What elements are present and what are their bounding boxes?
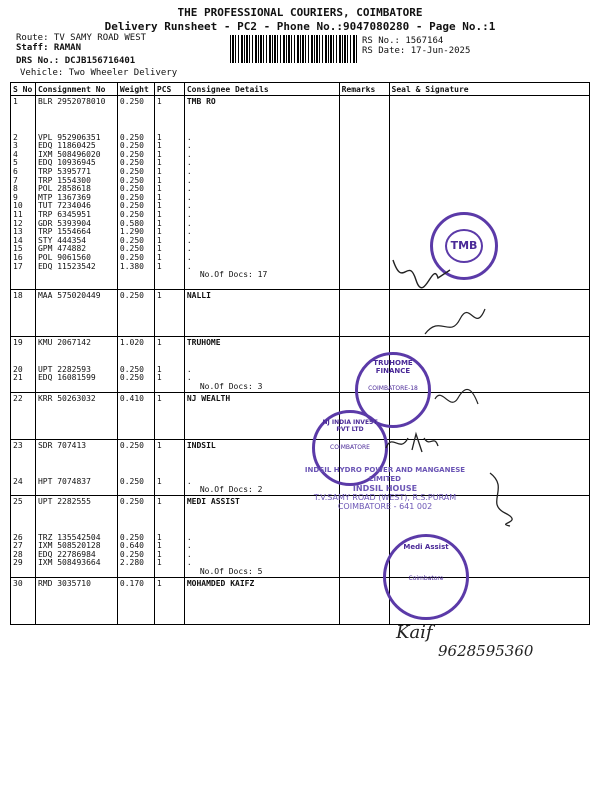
table-row (11, 168, 590, 177)
table-row (11, 559, 590, 568)
doc-count-row (11, 383, 590, 392)
cell-wt: 0.250 (117, 159, 154, 168)
signature-3 (430, 384, 490, 414)
table-row (11, 237, 590, 246)
cell-pcs: 1 (154, 237, 184, 246)
table-row (11, 289, 590, 300)
signature-1 (388, 250, 458, 290)
cell-cno: GDR 5393904 (35, 220, 117, 229)
cell-consignee: . (184, 374, 339, 383)
cell-wt: 0.250 (117, 194, 154, 203)
cell-wt: 1.380 (117, 263, 154, 272)
signature-2 (420, 304, 490, 344)
cell-pcs: 1 (154, 194, 184, 203)
cell-pcs: 1 (154, 211, 184, 220)
cell-g5: No.Of Docs: 2 (184, 486, 339, 495)
cell-sno: 24 (11, 478, 36, 487)
table-row (11, 211, 590, 220)
cell-cno: IXM 508520128 (35, 542, 117, 551)
cell-g6: No.Of Docs: 5 (184, 568, 339, 577)
cell-sno: 5 (11, 159, 36, 168)
kaif-phone: 9628595360 (438, 642, 534, 660)
cell-wt: 0.250 (117, 551, 154, 560)
cell-sno: 2 (11, 134, 36, 143)
cell-consignee: NALLI (184, 289, 339, 300)
cell-sno: 7 (11, 177, 36, 186)
cell-cno: TRP 1554664 (35, 228, 117, 237)
cell-g3: No.Of Docs: 3 (184, 383, 339, 392)
table-row (11, 185, 590, 194)
cell-sno: 4 (11, 151, 36, 160)
cell-cno: STY 444354 (35, 237, 117, 246)
cell-sno: 8 (11, 185, 36, 194)
cell-sno: 10 (11, 202, 36, 211)
cell-cno: TRP 5395771 (35, 168, 117, 177)
indsil-seal-stamp: INDSIL HYDRO POWER AND MANGANESE LIMITED INDSIL HOUSE T.V.SAMY ROAD (WEST), R.S.PURAM COIMBATORE - 641 002 (304, 466, 466, 511)
col-consignment: Consignment No (35, 83, 117, 96)
cell-sno: 3 (11, 142, 36, 151)
cell-sno: 22 (11, 392, 36, 403)
cell-wt: 1.290 (117, 228, 154, 237)
barcode (230, 35, 358, 63)
cell-wt: 1.020 (117, 337, 154, 348)
cell-sno: 28 (11, 551, 36, 560)
cell-sno: 1 (11, 96, 36, 107)
cell-sno: 15 (11, 245, 36, 254)
cell-wt: 2.280 (117, 559, 154, 568)
cell-consignee: . (184, 237, 339, 246)
cell-consignee: . (184, 202, 339, 211)
cell-consignee: TRUHOME (184, 337, 339, 348)
cell-sno: 25 (11, 496, 36, 507)
doc-count-row (11, 568, 590, 577)
cell-wt: 0.250 (117, 177, 154, 186)
cell-pcs: 1 (154, 254, 184, 263)
rs-number: RS No.: 1567164 (362, 36, 444, 46)
medi-assist-seal-stamp: Medi Assist Coimbatore (383, 534, 469, 620)
cell-consignee: . (184, 551, 339, 560)
cell-wt: 0.250 (117, 202, 154, 211)
table-row (11, 134, 590, 143)
table-row (11, 96, 590, 107)
cell-cno: EDQ 22786984 (35, 551, 117, 560)
cell-sno: 6 (11, 168, 36, 177)
cell-cno: MTP 1367369 (35, 194, 117, 203)
staff: Staff: RAMAN (16, 43, 82, 53)
cell-consignee: . (184, 559, 339, 568)
table-row (11, 337, 590, 348)
cell-cno: TUT 7234046 (35, 202, 117, 211)
cell-pcs: 1 (154, 559, 184, 568)
cell-consignee: MOHAMDED KAIFZ (184, 577, 339, 588)
cell-pcs: 1 (154, 228, 184, 237)
cell-cno: VPL 952906351 (35, 134, 117, 143)
kaif-signature: Kaif (396, 622, 433, 643)
cell-cno: POL 2858618 (35, 185, 117, 194)
cell-pcs: 1 (154, 177, 184, 186)
cell-wt: 0.250 (117, 478, 154, 487)
cell-cno: KMU 2067142 (35, 337, 117, 348)
cell-consignee: . (184, 185, 339, 194)
cell-consignee: . (184, 177, 339, 186)
cell-wt: 0.250 (117, 185, 154, 194)
cell-pcs: 1 (154, 202, 184, 211)
cell-pcs: 1 (154, 263, 184, 272)
col-seal: Seal & Signature (389, 83, 589, 96)
cell-pcs: 1 (154, 289, 184, 300)
cell-consignee: . (184, 151, 339, 160)
signature-4 (382, 428, 442, 458)
cell-wt: 0.250 (117, 496, 154, 507)
cell-cno: SDR 707413 (35, 440, 117, 451)
cell-sno: 20 (11, 366, 36, 375)
cell-pcs: 1 (154, 96, 184, 107)
cell-sno: 16 (11, 254, 36, 263)
cell-cno: IXM 508496020 (35, 151, 117, 160)
cell-consignee: . (184, 211, 339, 220)
cell-wt: 0.640 (117, 542, 154, 551)
tmb-seal-stamp: TMB (430, 212, 498, 280)
cell-wt: 0.170 (117, 577, 154, 588)
cell-consignee: NJ WEALTH (184, 392, 339, 403)
cell-wt: 0.250 (117, 254, 154, 263)
cell-cno: BLR 2952078010 (35, 96, 117, 107)
route: Route: TV SAMY ROAD WEST (16, 33, 147, 43)
cell-sno: 27 (11, 542, 36, 551)
cell-sno: 14 (11, 237, 36, 246)
cell-wt: 0.250 (117, 374, 154, 383)
cell-consignee: . (184, 134, 339, 143)
cell-pcs: 1 (154, 534, 184, 543)
cell-cno: POL 9061560 (35, 254, 117, 263)
table-row (11, 177, 590, 186)
cell-pcs: 1 (154, 142, 184, 151)
col-consignee: Consignee Details (184, 83, 339, 96)
table-row (11, 374, 590, 383)
cell-pcs: 1 (154, 151, 184, 160)
cell-consignee: . (184, 478, 339, 487)
cell-cno: MAA 575020449 (35, 289, 117, 300)
table-row (11, 202, 590, 211)
cell-wt: 0.410 (117, 392, 154, 403)
col-remarks: Remarks (339, 83, 389, 96)
cell-pcs: 1 (154, 542, 184, 551)
cell-consignee: MEDI ASSIST (184, 496, 339, 507)
cell-cno: TRZ 135542504 (35, 534, 117, 543)
cell-consignee: . (184, 263, 339, 272)
cell-consignee: . (184, 542, 339, 551)
col-pcs: PCS (154, 83, 184, 96)
truhome-seal-stamp: TRUHOME FINANCE COIMBATORE-18 (355, 352, 431, 428)
cell-sno: 23 (11, 440, 36, 451)
table-row (11, 151, 590, 160)
cell-cno: GPM 474882 (35, 245, 117, 254)
cell-cno: HPT 7074837 (35, 478, 117, 487)
table-row (11, 228, 590, 237)
cell-consignee: . (184, 142, 339, 151)
table-row (11, 194, 590, 203)
table-row (11, 220, 590, 229)
cell-wt: 0.250 (117, 289, 154, 300)
cell-sno: 26 (11, 534, 36, 543)
cell-sno: 17 (11, 263, 36, 272)
company-title: THE PROFESSIONAL COURIERS, COIMBATORE (177, 6, 423, 19)
cell-pcs: 1 (154, 134, 184, 143)
table-row (11, 254, 590, 263)
cell-consignee: . (184, 366, 339, 375)
table-row (11, 440, 590, 451)
cell-cno: TRP 6345951 (35, 211, 117, 220)
cell-wt: 0.580 (117, 220, 154, 229)
cell-consignee: . (184, 245, 339, 254)
cell-sno: 21 (11, 374, 36, 383)
cell-pcs: 1 (154, 392, 184, 403)
cell-pcs: 1 (154, 496, 184, 507)
cell-wt: 0.250 (117, 168, 154, 177)
table-row (11, 245, 590, 254)
cell-sno: 29 (11, 559, 36, 568)
cell-cno: TRP 1554300 (35, 177, 117, 186)
cell-cno: UPT 2282593 (35, 366, 117, 375)
cell-cno: UPT 2282555 (35, 496, 117, 507)
cell-wt: 0.250 (117, 534, 154, 543)
cell-pcs: 1 (154, 440, 184, 451)
cell-sno: 13 (11, 228, 36, 237)
cell-g1: No.Of Docs: 17 (184, 271, 339, 280)
runsheet-title: Delivery Runsheet - PC2 - Phone No.:9047080280 - Page No.:1 (104, 20, 496, 33)
cell-wt: 0.250 (117, 142, 154, 151)
cell-pcs: 1 (154, 374, 184, 383)
cell-pcs: 1 (154, 551, 184, 560)
cell-cno: IXM 508493664 (35, 559, 117, 568)
cell-pcs: 1 (154, 478, 184, 487)
cell-sno: 18 (11, 289, 36, 300)
table-row (11, 392, 590, 403)
cell-wt: 0.250 (117, 245, 154, 254)
table-row (11, 542, 590, 551)
cell-consignee: . (184, 159, 339, 168)
cell-consignee: . (184, 228, 339, 237)
drs-number: DRS No.: DCJB156716401 (16, 56, 136, 66)
table-row (11, 263, 590, 272)
cell-cno: KRR 50263032 (35, 392, 117, 403)
cell-consignee: . (184, 534, 339, 543)
cell-pcs: 1 (154, 245, 184, 254)
col-sno: S No (11, 83, 36, 96)
cell-pcs: 1 (154, 159, 184, 168)
cell-pcs: 1 (154, 220, 184, 229)
cell-consignee: . (184, 194, 339, 203)
cell-wt: 0.250 (117, 211, 154, 220)
signature-5 (480, 468, 520, 528)
cell-consignee: TMB RO (184, 96, 339, 107)
doc-count-row (11, 271, 590, 280)
cell-consignee: . (184, 168, 339, 177)
rs-date: RS Date: 17-Jun-2025 (362, 46, 471, 56)
cell-wt: 0.250 (117, 237, 154, 246)
cell-consignee: . (184, 254, 339, 263)
cell-pcs: 1 (154, 168, 184, 177)
table-row (11, 366, 590, 375)
cell-cno: EDQ 10936945 (35, 159, 117, 168)
cell-pcs: 1 (154, 577, 184, 588)
cell-consignee: . (184, 220, 339, 229)
cell-wt: 0.250 (117, 134, 154, 143)
cell-cno: EDQ 16081599 (35, 374, 117, 383)
cell-wt: 0.250 (117, 366, 154, 375)
cell-cno: EDQ 11523542 (35, 263, 117, 272)
cell-pcs: 1 (154, 337, 184, 348)
cell-sno: 30 (11, 577, 36, 588)
vehicle: Vehicle: Two Wheeler Delivery (20, 68, 178, 78)
cell-consignee: INDSIL (184, 440, 339, 451)
cell-sno: 19 (11, 337, 36, 348)
cell-wt: 0.250 (117, 440, 154, 451)
cell-sno: 11 (11, 211, 36, 220)
cell-cno: EDQ 11860425 (35, 142, 117, 151)
cell-cno: RMD 3035710 (35, 577, 117, 588)
cell-pcs: 1 (154, 185, 184, 194)
cell-wt: 0.250 (117, 151, 154, 160)
col-weight: Weight (117, 83, 154, 96)
runsheet-table (10, 82, 590, 625)
nj-seal-stamp: NJ INDIA INVEST PVT LTD COIMBATORE (312, 410, 388, 486)
table-header (11, 83, 590, 96)
cell-sno: 9 (11, 194, 36, 203)
cell-wt: 0.250 (117, 96, 154, 107)
cell-pcs: 1 (154, 366, 184, 375)
cell-sno: 12 (11, 220, 36, 229)
table-row (11, 577, 590, 588)
table-row (11, 159, 590, 168)
